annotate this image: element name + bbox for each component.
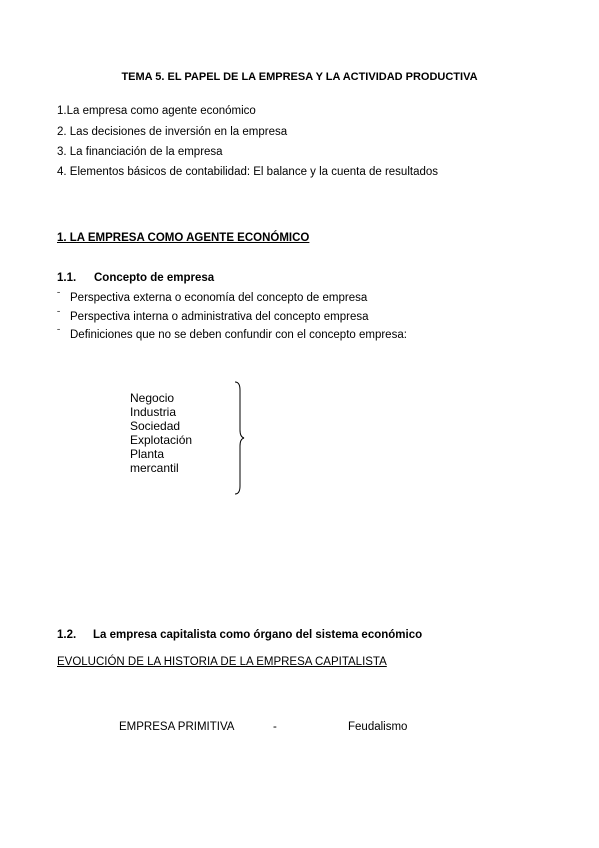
term-planta: Planta — [130, 447, 165, 461]
subsection-1-2-number: 1.2. — [57, 629, 77, 641]
bullet-dash: ˉ — [57, 310, 61, 321]
evolution-stage: EMPRESA PRIMITIVA — [119, 721, 235, 733]
subsection-1-2-title: La empresa capitalista como órgano del sistema económico — [93, 629, 423, 641]
evolution-period: Feudalismo — [348, 721, 408, 733]
toc-item-2: 2. Las decisiones de inversión en la empresa — [57, 126, 288, 138]
evolution-subheading: EVOLUCIÓN DE LA HISTORIA DE LA EMPRESA CAPITALISTA — [57, 656, 387, 668]
term-explotacion: Explotación — [130, 433, 193, 447]
section-1-heading: 1. LA EMPRESA COMO AGENTE ECONÓMICO — [57, 232, 310, 244]
term-sociedad: Sociedad — [130, 419, 181, 433]
toc-item-1: 1.La empresa como agente económico — [57, 105, 256, 117]
toc-item-3: 3. La financiación de la empresa — [57, 146, 223, 158]
bullet-text: Perspectiva externa o economía del concepto de empresa — [70, 292, 368, 304]
bullet-item — [57, 310, 369, 323]
bullet-dash: ˉ — [57, 328, 61, 339]
bullet-item — [57, 291, 367, 304]
bullet-item — [57, 328, 407, 341]
toc-item-4: 4. Elementos básicos de contabilidad: El balance y la cuenta de resultados — [57, 166, 439, 178]
right-brace-icon — [232, 380, 248, 496]
bullet-text: Definiciones que no se deben confundir con el concepto empresa: — [70, 329, 407, 341]
bullet-dash: ˉ — [57, 291, 61, 302]
evolution-separator: - — [273, 721, 277, 733]
subsection-1-1-title: Concepto de empresa — [94, 272, 215, 284]
term-negocio: Negocio — [130, 391, 175, 405]
bullet-text: Perspectiva interna o administrativa del concepto empresa — [70, 311, 369, 323]
term-mercantil: mercantil — [130, 461, 179, 475]
subsection-1-1-number: 1.1. — [57, 272, 77, 284]
term-industria: Industria — [130, 405, 177, 419]
document-title: TEMA 5. EL PAPEL DE LA EMPRESA Y LA ACTIVIDAD PRODUCTIVA — [121, 71, 478, 83]
